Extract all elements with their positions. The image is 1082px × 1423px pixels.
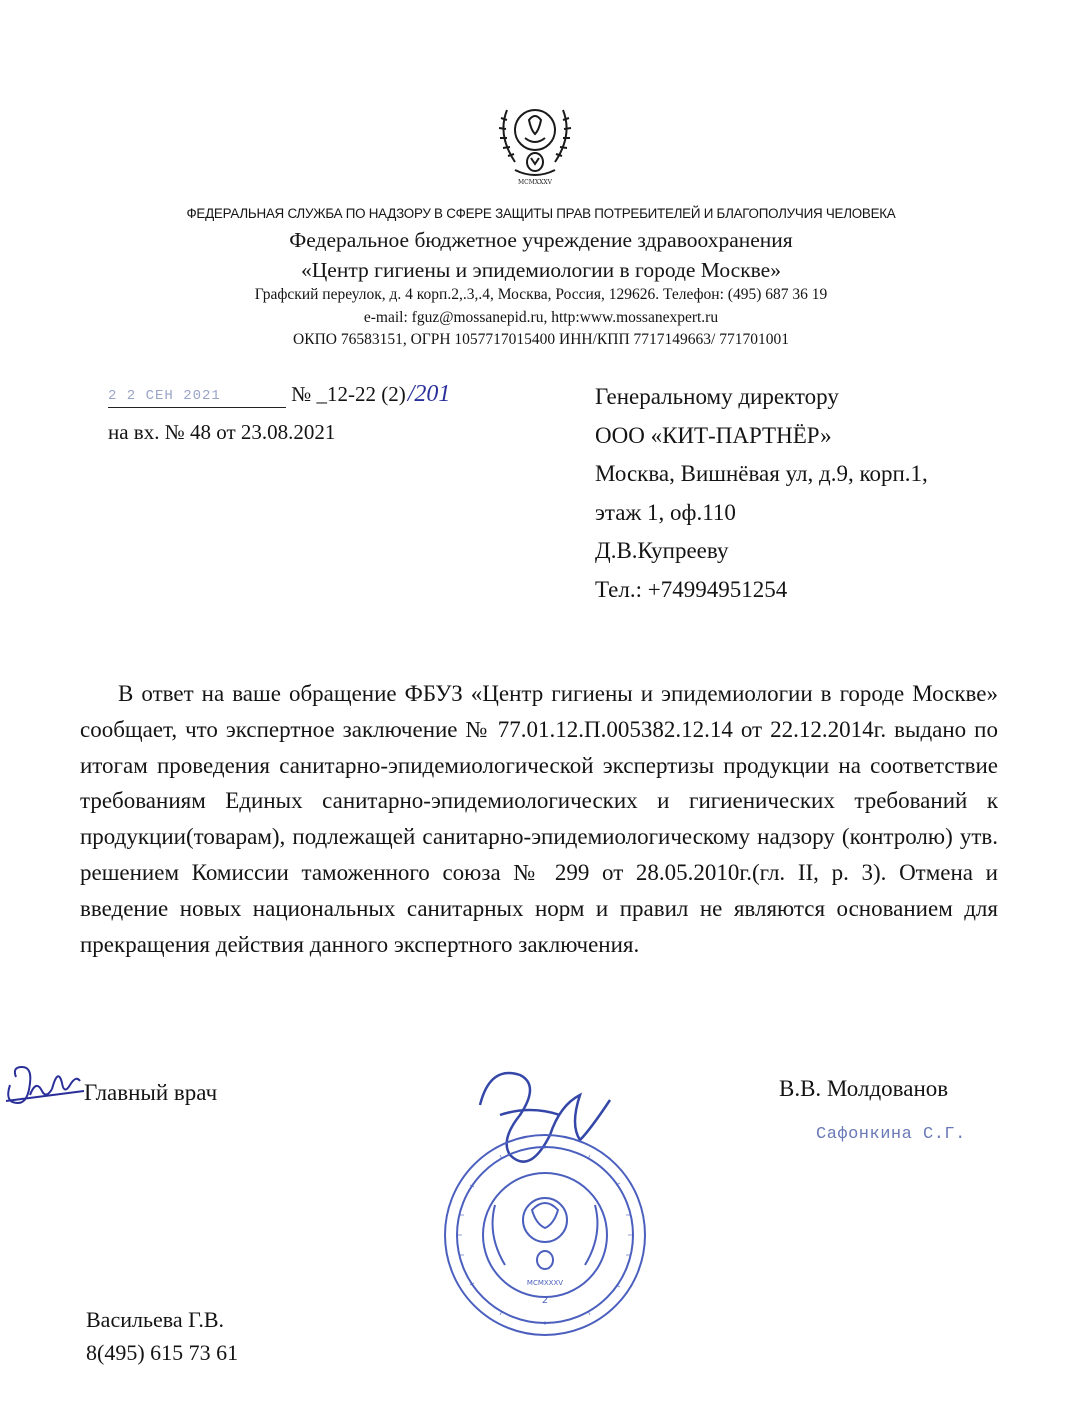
reference-number-handwritten: /201 <box>407 381 451 407</box>
handwritten-signature-icon <box>0 1055 92 1115</box>
addressee-line: Москва, Вишнёвая ул, д.9, корп.1, <box>595 461 928 486</box>
letter-body <box>80 676 998 962</box>
svg-text:MCMXXXV: MCMXXXV <box>517 179 553 186</box>
organization-name-line1: Федеральное бюджетное учреждение здравоохранения <box>289 228 793 252</box>
addressee-block <box>595 378 928 609</box>
svg-text:2: 2 <box>541 1295 549 1306</box>
reference-number: № _12-22 (2) <box>291 382 406 406</box>
incoming-reference: на вх. № 48 от 23.08.2021 <box>108 420 336 444</box>
executor-name: Васильева Г.В. <box>86 1307 225 1332</box>
outgoing-reference <box>108 381 450 408</box>
organization-address: Графский переулок, д. 4 корп.2,.3,.4, Москва, Россия, 129626. Телефон: (495) 687 36 19 <box>254 286 828 303</box>
svg-text:MCMXXXV: MCMXXXV <box>526 1279 564 1287</box>
hygiene-emblem-icon <box>485 90 585 190</box>
signatory-name: В.В. Молдованов <box>779 1076 949 1101</box>
addressee-line: Д.В.Купрееву <box>595 538 729 563</box>
date-stamp: 2 2 СЕН 2021 <box>108 385 286 408</box>
federal-service-name: ФЕДЕРАЛЬНАЯ СЛУЖБА ПО НАДЗОРУ В СФЕРЕ ЗАЩИТЫ ПРАВ ПОТРЕБИТЕЛЕЙ И БЛАГОПОЛУЧИЯ ЧЕЛОВЕКА <box>186 206 896 221</box>
organization-name-line2: «Центр гигиены и эпидемиологии в городе Москве» <box>301 258 781 282</box>
body-paragraph: В ответ на ваше обращение ФБУЗ «Центр гигиены и эпидемиологии в городе Москве» сообщает, что экспертное заключение № 77.01.12.П.005382.12.14 от 22.12.2014г. выдано по итогам проведения санитарно-эпидемиологической экспертизы продукции на соответствие требованиям Единых санитарно-эпидемиологических и гигиенических требований к продукции(товарам), подлежащей санитарно-эпидемиологическому надзору (контролю) утв. решением Комиссии таможенного союза № 299 от 28.05.2010г.(гл. II, р. 3). Отмена и введение новых национальных санитарных норм и правил не являются основанием для прекращения действия данного экспертного заключения. <box>80 681 998 957</box>
addressee-line: Тел.: +74994951254 <box>595 576 788 602</box>
executor-phone: 8(495) 615 73 61 <box>86 1340 239 1365</box>
addressee-line: ООО «КИТ-ПАРТНЁР» <box>595 422 832 448</box>
organization-email: e-mail: fguz@mossanepid.ru, http:www.mossanexpert.ru <box>363 309 719 326</box>
addressee-line: Генеральному директору <box>595 384 839 409</box>
organization-registration: ОКПО 76583151, ОГРН 1057717015400 ИНН/КПП 7717149663/ 771701001 <box>293 331 789 348</box>
round-seal-icon <box>440 1045 660 1365</box>
stamp-name: Сафонкина С.Г. <box>816 1125 966 1144</box>
signatory-title: Главный врач <box>84 1080 218 1105</box>
addressee-line: этаж 1, оф.110 <box>595 499 736 525</box>
